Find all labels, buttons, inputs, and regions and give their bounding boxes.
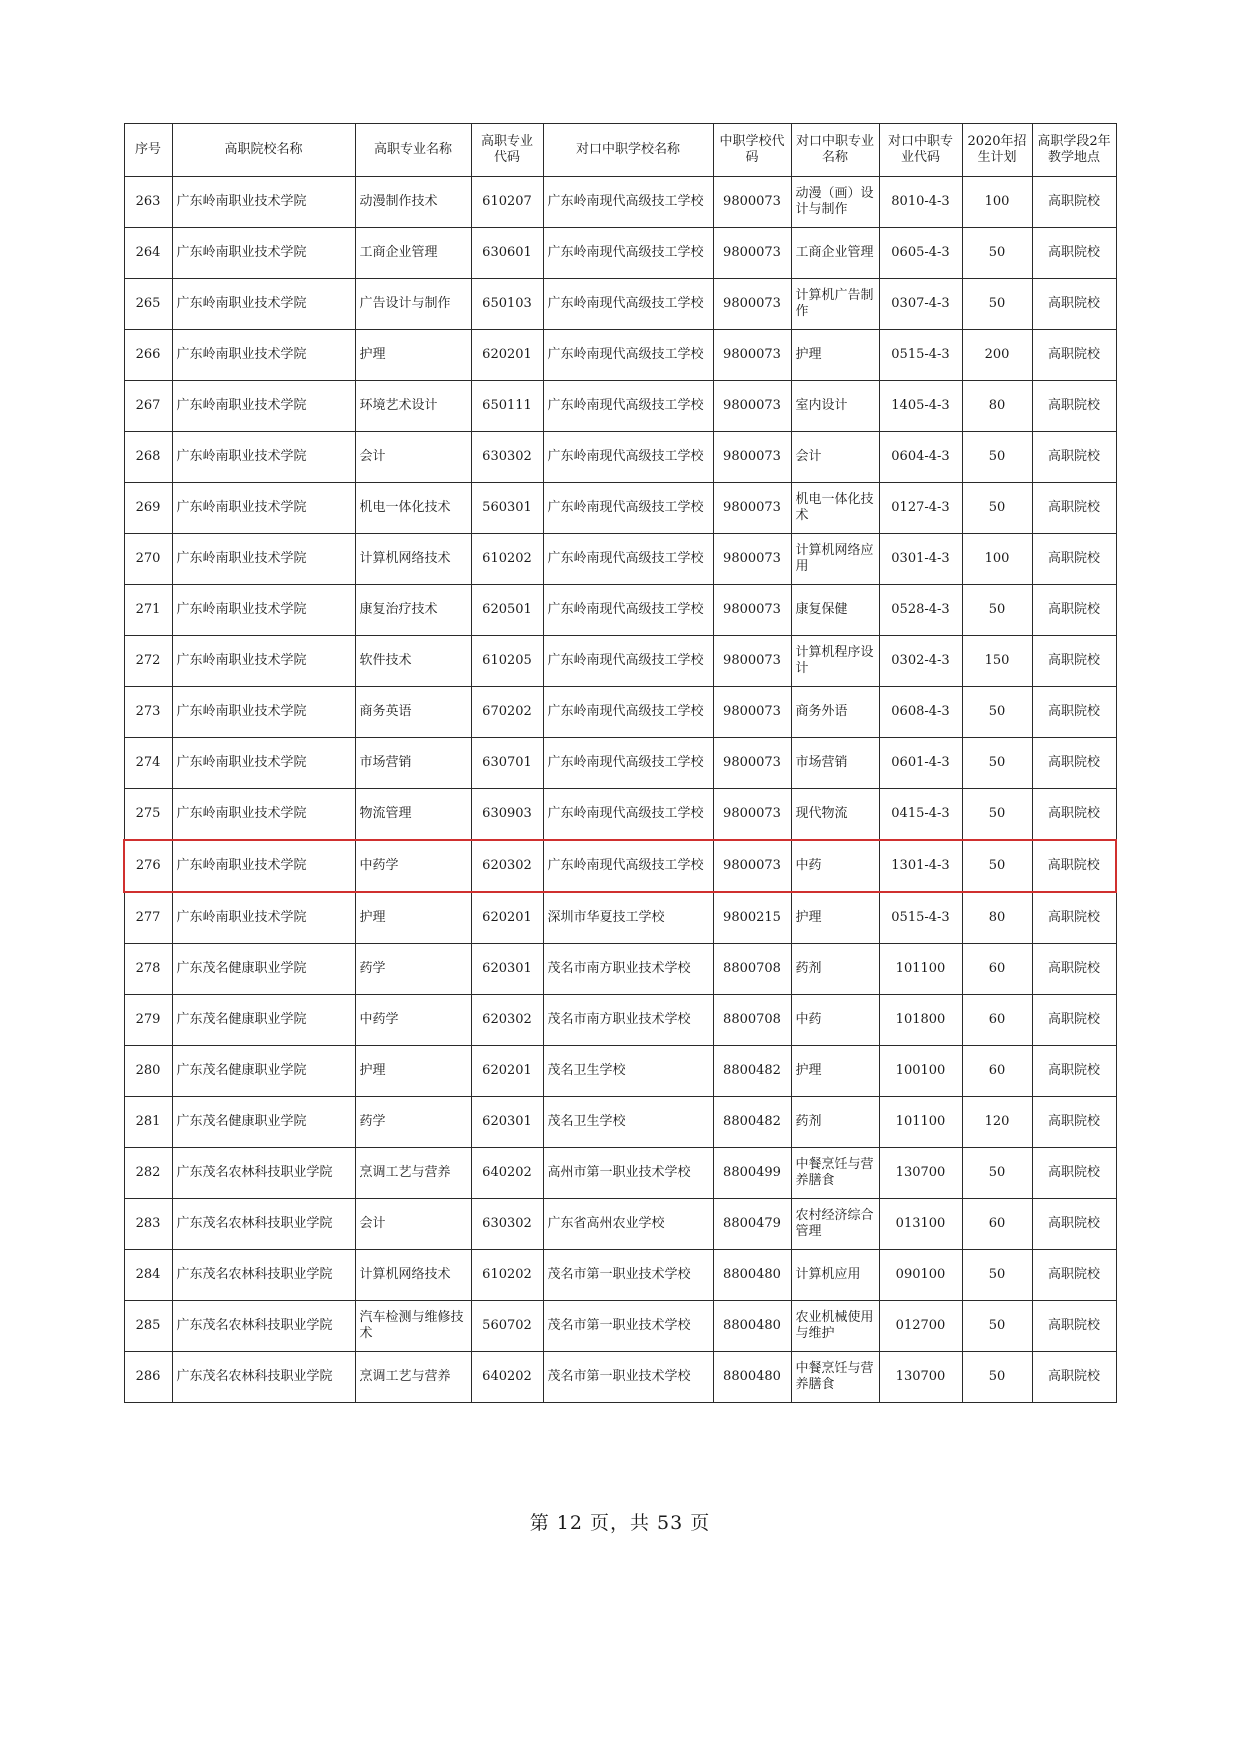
cell-secondary-school-code: 9800073 (713, 381, 791, 432)
cell-secondary-major-code: 101100 (879, 1097, 962, 1148)
cell-teaching-site: 高职院校 (1032, 483, 1116, 534)
cell-seq: 264 (124, 228, 172, 279)
page-number: 第 12 页，共 53 页 (529, 1512, 711, 1534)
cell-enrollment-plan: 100 (962, 534, 1032, 585)
table-row (124, 636, 1116, 687)
table-row (124, 177, 1116, 228)
cell-secondary-major-name: 计算机广告制作 (791, 279, 879, 330)
table-row (124, 228, 1116, 279)
cell-teaching-site: 高职院校 (1032, 738, 1116, 789)
cell-enrollment-plan: 50 (962, 687, 1032, 738)
cell-secondary-school-name: 茂名市南方职业技术学校 (543, 944, 713, 995)
cell-major-code: 630701 (471, 738, 543, 789)
cell-enrollment-plan: 50 (962, 1148, 1032, 1199)
cell-major-name: 药学 (355, 944, 471, 995)
cell-major-code: 640202 (471, 1352, 543, 1403)
cell-college-name: 广东岭南职业技术学院 (172, 585, 355, 636)
cell-seq: 274 (124, 738, 172, 789)
cell-secondary-school-name: 广东岭南现代高级技工学校 (543, 432, 713, 483)
cell-college-name: 广东茂名农林科技职业学院 (172, 1199, 355, 1250)
cell-secondary-major-name: 康复保健 (791, 585, 879, 636)
cell-teaching-site: 高职院校 (1032, 840, 1116, 892)
cell-major-name: 会计 (355, 1199, 471, 1250)
cell-secondary-school-code: 8800482 (713, 1097, 791, 1148)
cell-college-name: 广东岭南职业技术学院 (172, 381, 355, 432)
cell-major-code: 630302 (471, 432, 543, 483)
cell-teaching-site: 高职院校 (1032, 995, 1116, 1046)
cell-secondary-school-code: 9800073 (713, 687, 791, 738)
cell-enrollment-plan: 50 (962, 585, 1032, 636)
cell-major-code: 620201 (471, 330, 543, 381)
table-row (124, 483, 1116, 534)
cell-college-name: 广东茂名农林科技职业学院 (172, 1148, 355, 1199)
cell-college-name: 广东岭南职业技术学院 (172, 330, 355, 381)
cell-secondary-major-code: 0301-4-3 (879, 534, 962, 585)
table-row (124, 892, 1116, 944)
cell-secondary-major-code: 012700 (879, 1301, 962, 1352)
cell-teaching-site: 高职院校 (1032, 1199, 1116, 1250)
cell-secondary-major-name: 工商企业管理 (791, 228, 879, 279)
table-header (124, 124, 1116, 177)
cell-college-name: 广东茂名健康职业学院 (172, 944, 355, 995)
cell-college-name: 广东岭南职业技术学院 (172, 738, 355, 789)
cell-secondary-major-name: 商务外语 (791, 687, 879, 738)
cell-secondary-school-code: 9800073 (713, 483, 791, 534)
cell-college-name: 广东茂名农林科技职业学院 (172, 1250, 355, 1301)
cell-major-code: 620302 (471, 840, 543, 892)
cell-teaching-site: 高职院校 (1032, 228, 1116, 279)
cell-teaching-site: 高职院校 (1032, 330, 1116, 381)
cell-enrollment-plan: 50 (962, 483, 1032, 534)
cell-enrollment-plan: 100 (962, 177, 1032, 228)
cell-major-name: 药学 (355, 1097, 471, 1148)
cell-seq: 267 (124, 381, 172, 432)
cell-seq: 268 (124, 432, 172, 483)
cell-secondary-major-name: 中药 (791, 840, 879, 892)
cell-enrollment-plan: 80 (962, 381, 1032, 432)
cell-college-name: 广东茂名健康职业学院 (172, 1097, 355, 1148)
cell-teaching-site: 高职院校 (1032, 636, 1116, 687)
cell-major-name: 工商企业管理 (355, 228, 471, 279)
table-row (124, 279, 1116, 330)
cell-secondary-school-code: 8800479 (713, 1199, 791, 1250)
cell-major-name: 动漫制作技术 (355, 177, 471, 228)
table-body (124, 177, 1116, 1403)
cell-seq: 280 (124, 1046, 172, 1097)
cell-secondary-school-name: 茂名市第一职业技术学校 (543, 1352, 713, 1403)
cell-secondary-school-code: 8800708 (713, 944, 791, 995)
table-row (124, 1199, 1116, 1250)
table-row (124, 585, 1116, 636)
cell-secondary-school-name: 茂名市第一职业技术学校 (543, 1301, 713, 1352)
header-major-name: 高职专业名称 (355, 124, 471, 177)
cell-major-name: 软件技术 (355, 636, 471, 687)
cell-teaching-site: 高职院校 (1032, 1046, 1116, 1097)
cell-seq: 266 (124, 330, 172, 381)
table-row (124, 738, 1116, 789)
cell-secondary-major-name: 中餐烹饪与营养膳食 (791, 1148, 879, 1199)
cell-secondary-school-name: 茂名市南方职业技术学校 (543, 995, 713, 1046)
cell-secondary-school-code: 9800073 (713, 585, 791, 636)
cell-secondary-school-code: 9800073 (713, 738, 791, 789)
cell-secondary-school-name: 广东岭南现代高级技工学校 (543, 228, 713, 279)
table-row (124, 1097, 1116, 1148)
cell-major-code: 620201 (471, 892, 543, 944)
cell-major-name: 会计 (355, 432, 471, 483)
cell-secondary-school-code: 8800480 (713, 1250, 791, 1301)
cell-enrollment-plan: 60 (962, 1046, 1032, 1097)
cell-major-code: 620501 (471, 585, 543, 636)
table-row (124, 330, 1116, 381)
cell-seq: 277 (124, 892, 172, 944)
cell-secondary-school-code: 8800482 (713, 1046, 791, 1097)
cell-enrollment-plan: 120 (962, 1097, 1032, 1148)
cell-college-name: 广东岭南职业技术学院 (172, 892, 355, 944)
table-row (124, 534, 1116, 585)
cell-seq: 285 (124, 1301, 172, 1352)
cell-secondary-school-code: 9800073 (713, 177, 791, 228)
cell-secondary-school-code: 9800073 (713, 279, 791, 330)
cell-seq: 284 (124, 1250, 172, 1301)
cell-secondary-major-name: 中药 (791, 995, 879, 1046)
cell-seq: 270 (124, 534, 172, 585)
header-teaching-site: 高职学段2年教学地点 (1032, 124, 1116, 177)
cell-secondary-major-code: 0127-4-3 (879, 483, 962, 534)
cell-enrollment-plan: 150 (962, 636, 1032, 687)
cell-major-code: 610205 (471, 636, 543, 687)
cell-seq: 271 (124, 585, 172, 636)
cell-secondary-school-name: 广东岭南现代高级技工学校 (543, 687, 713, 738)
cell-secondary-major-code: 0515-4-3 (879, 892, 962, 944)
cell-secondary-major-name: 农村经济综合管理 (791, 1199, 879, 1250)
cell-major-name: 烹调工艺与营养 (355, 1352, 471, 1403)
cell-college-name: 广东岭南职业技术学院 (172, 789, 355, 841)
cell-major-name: 物流管理 (355, 789, 471, 841)
cell-college-name: 广东岭南职业技术学院 (172, 840, 355, 892)
cell-secondary-major-name: 药剂 (791, 1097, 879, 1148)
cell-secondary-school-name: 广东岭南现代高级技工学校 (543, 279, 713, 330)
cell-major-name: 汽车检测与维修技术 (355, 1301, 471, 1352)
cell-teaching-site: 高职院校 (1032, 279, 1116, 330)
header-enrollment-plan: 2020年招生计划 (962, 124, 1032, 177)
cell-secondary-school-name: 广东岭南现代高级技工学校 (543, 534, 713, 585)
cell-major-name: 广告设计与制作 (355, 279, 471, 330)
cell-seq: 286 (124, 1352, 172, 1403)
cell-secondary-major-code: 0528-4-3 (879, 585, 962, 636)
cell-major-code: 650111 (471, 381, 543, 432)
cell-secondary-major-code: 101800 (879, 995, 962, 1046)
cell-secondary-major-name: 护理 (791, 892, 879, 944)
cell-teaching-site: 高职院校 (1032, 1352, 1116, 1403)
cell-secondary-major-code: 1405-4-3 (879, 381, 962, 432)
cell-secondary-major-code: 0605-4-3 (879, 228, 962, 279)
table-row (124, 1148, 1116, 1199)
cell-teaching-site: 高职院校 (1032, 585, 1116, 636)
cell-enrollment-plan: 50 (962, 840, 1032, 892)
cell-secondary-major-name: 计算机程序设计 (791, 636, 879, 687)
cell-seq: 269 (124, 483, 172, 534)
cell-major-code: 670202 (471, 687, 543, 738)
cell-secondary-school-code: 9800073 (713, 840, 791, 892)
cell-secondary-major-code: 0604-4-3 (879, 432, 962, 483)
cell-enrollment-plan: 60 (962, 944, 1032, 995)
table-row (124, 432, 1116, 483)
cell-college-name: 广东茂名健康职业学院 (172, 995, 355, 1046)
cell-secondary-school-code: 9800073 (713, 432, 791, 483)
cell-major-name: 计算机网络技术 (355, 534, 471, 585)
cell-major-code: 620302 (471, 995, 543, 1046)
cell-secondary-school-code: 9800073 (713, 534, 791, 585)
cell-enrollment-plan: 200 (962, 330, 1032, 381)
cell-secondary-major-name: 护理 (791, 1046, 879, 1097)
header-row (124, 124, 1116, 177)
cell-enrollment-plan: 50 (962, 1352, 1032, 1403)
table-row (124, 995, 1116, 1046)
cell-major-name: 烹调工艺与营养 (355, 1148, 471, 1199)
cell-teaching-site: 高职院校 (1032, 1097, 1116, 1148)
cell-teaching-site: 高职院校 (1032, 789, 1116, 841)
cell-major-name: 中药学 (355, 995, 471, 1046)
cell-college-name: 广东岭南职业技术学院 (172, 432, 355, 483)
cell-major-name: 机电一体化技术 (355, 483, 471, 534)
cell-college-name: 广东岭南职业技术学院 (172, 177, 355, 228)
cell-secondary-major-name: 计算机网络应用 (791, 534, 879, 585)
cell-major-code: 620301 (471, 944, 543, 995)
table-row (124, 1301, 1116, 1352)
cell-seq: 263 (124, 177, 172, 228)
header-secondary-major-code: 对口中职专业代码 (879, 124, 962, 177)
cell-secondary-school-name: 广东岭南现代高级技工学校 (543, 840, 713, 892)
cell-secondary-major-code: 0415-4-3 (879, 789, 962, 841)
cell-enrollment-plan: 60 (962, 1199, 1032, 1250)
table-row (124, 687, 1116, 738)
cell-seq: 278 (124, 944, 172, 995)
cell-secondary-major-name: 会计 (791, 432, 879, 483)
cell-major-code: 630903 (471, 789, 543, 841)
cell-college-name: 广东岭南职业技术学院 (172, 534, 355, 585)
cell-major-name: 护理 (355, 1046, 471, 1097)
cell-secondary-major-code: 0302-4-3 (879, 636, 962, 687)
header-seq: 序号 (124, 124, 172, 177)
cell-enrollment-plan: 50 (962, 789, 1032, 841)
cell-secondary-major-code: 0608-4-3 (879, 687, 962, 738)
table-row (124, 1046, 1116, 1097)
cell-college-name: 广东茂名农林科技职业学院 (172, 1301, 355, 1352)
cell-secondary-major-code: 130700 (879, 1352, 962, 1403)
cell-secondary-major-name: 护理 (791, 330, 879, 381)
cell-secondary-school-name: 茂名市第一职业技术学校 (543, 1250, 713, 1301)
cell-enrollment-plan: 50 (962, 1250, 1032, 1301)
cell-enrollment-plan: 50 (962, 1301, 1032, 1352)
cell-college-name: 广东岭南职业技术学院 (172, 228, 355, 279)
cell-secondary-school-code: 8800480 (713, 1352, 791, 1403)
cell-enrollment-plan: 50 (962, 738, 1032, 789)
cell-secondary-major-code: 100100 (879, 1046, 962, 1097)
cell-secondary-school-name: 广东岭南现代高级技工学校 (543, 636, 713, 687)
cell-seq: 273 (124, 687, 172, 738)
cell-secondary-major-code: 013100 (879, 1199, 962, 1250)
cell-teaching-site: 高职院校 (1032, 892, 1116, 944)
cell-secondary-major-code: 0515-4-3 (879, 330, 962, 381)
cell-seq: 272 (124, 636, 172, 687)
cell-secondary-school-name: 广东岭南现代高级技工学校 (543, 738, 713, 789)
cell-major-code: 630302 (471, 1199, 543, 1250)
table-row (124, 381, 1116, 432)
cell-secondary-school-name: 广东岭南现代高级技工学校 (543, 483, 713, 534)
cell-major-name: 环境艺术设计 (355, 381, 471, 432)
cell-major-name: 商务英语 (355, 687, 471, 738)
cell-seq: 279 (124, 995, 172, 1046)
cell-secondary-major-name: 机电一体化技术 (791, 483, 879, 534)
cell-major-code: 620301 (471, 1097, 543, 1148)
cell-college-name: 广东茂名健康职业学院 (172, 1046, 355, 1097)
enrollment-plan-table (123, 123, 1117, 1403)
cell-secondary-school-code: 9800073 (713, 636, 791, 687)
cell-secondary-major-name: 计算机应用 (791, 1250, 879, 1301)
cell-college-name: 广东岭南职业技术学院 (172, 687, 355, 738)
cell-major-name: 市场营销 (355, 738, 471, 789)
header-major-code: 高职专业代码 (471, 124, 543, 177)
cell-teaching-site: 高职院校 (1032, 1301, 1116, 1352)
cell-secondary-school-name: 广东岭南现代高级技工学校 (543, 789, 713, 841)
cell-secondary-school-code: 8800480 (713, 1301, 791, 1352)
cell-major-code: 650103 (471, 279, 543, 330)
cell-major-code: 620201 (471, 1046, 543, 1097)
cell-secondary-major-name: 室内设计 (791, 381, 879, 432)
header-secondary-school-name: 对口中职学校名称 (543, 124, 713, 177)
cell-teaching-site: 高职院校 (1032, 1250, 1116, 1301)
cell-major-code: 610202 (471, 1250, 543, 1301)
cell-major-name: 康复治疗技术 (355, 585, 471, 636)
cell-major-code: 560301 (471, 483, 543, 534)
table-row (124, 789, 1116, 841)
cell-enrollment-plan: 80 (962, 892, 1032, 944)
cell-seq: 281 (124, 1097, 172, 1148)
cell-teaching-site: 高职院校 (1032, 432, 1116, 483)
cell-secondary-major-name: 市场营销 (791, 738, 879, 789)
cell-teaching-site: 高职院校 (1032, 534, 1116, 585)
cell-seq: 275 (124, 789, 172, 841)
cell-enrollment-plan: 50 (962, 228, 1032, 279)
cell-college-name: 广东岭南职业技术学院 (172, 636, 355, 687)
cell-major-name: 护理 (355, 330, 471, 381)
cell-college-name: 广东岭南职业技术学院 (172, 279, 355, 330)
cell-secondary-school-code: 9800073 (713, 228, 791, 279)
cell-secondary-major-code: 101100 (879, 944, 962, 995)
cell-teaching-site: 高职院校 (1032, 687, 1116, 738)
cell-teaching-site: 高职院校 (1032, 944, 1116, 995)
cell-seq: 265 (124, 279, 172, 330)
table-row (124, 1352, 1116, 1403)
cell-secondary-school-name: 广东岭南现代高级技工学校 (543, 330, 713, 381)
cell-major-code: 610202 (471, 534, 543, 585)
cell-major-code: 630601 (471, 228, 543, 279)
cell-seq: 283 (124, 1199, 172, 1250)
cell-secondary-school-name: 广东岭南现代高级技工学校 (543, 585, 713, 636)
cell-teaching-site: 高职院校 (1032, 381, 1116, 432)
cell-secondary-major-code: 1301-4-3 (879, 840, 962, 892)
cell-secondary-major-name: 动漫（画）设计与制作 (791, 177, 879, 228)
cell-college-name: 广东岭南职业技术学院 (172, 483, 355, 534)
cell-enrollment-plan: 50 (962, 432, 1032, 483)
cell-secondary-school-code: 8800708 (713, 995, 791, 1046)
cell-major-code: 610207 (471, 177, 543, 228)
cell-secondary-major-code: 130700 (879, 1148, 962, 1199)
cell-seq: 282 (124, 1148, 172, 1199)
cell-secondary-major-name: 药剂 (791, 944, 879, 995)
cell-secondary-major-name: 农业机械使用与维护 (791, 1301, 879, 1352)
cell-major-name: 计算机网络技术 (355, 1250, 471, 1301)
cell-enrollment-plan: 50 (962, 279, 1032, 330)
cell-major-code: 560702 (471, 1301, 543, 1352)
cell-secondary-school-name: 高州市第一职业技术学校 (543, 1148, 713, 1199)
cell-teaching-site: 高职院校 (1032, 1148, 1116, 1199)
cell-secondary-school-name: 广东岭南现代高级技工学校 (543, 177, 713, 228)
cell-major-name: 中药学 (355, 840, 471, 892)
cell-enrollment-plan: 60 (962, 995, 1032, 1046)
cell-secondary-school-code: 8800499 (713, 1148, 791, 1199)
table-row (124, 944, 1116, 995)
cell-secondary-school-name: 茂名卫生学校 (543, 1046, 713, 1097)
enrollment-plan-table-container (123, 123, 1115, 1403)
cell-secondary-school-name: 广东省高州农业学校 (543, 1199, 713, 1250)
cell-secondary-major-code: 8010-4-3 (879, 177, 962, 228)
cell-major-name: 护理 (355, 892, 471, 944)
table-row (124, 1250, 1116, 1301)
cell-secondary-major-code: 0307-4-3 (879, 279, 962, 330)
header-secondary-major-name: 对口中职专业名称 (791, 124, 879, 177)
cell-secondary-school-name: 茂名卫生学校 (543, 1097, 713, 1148)
cell-secondary-school-code: 9800073 (713, 789, 791, 841)
cell-teaching-site: 高职院校 (1032, 177, 1116, 228)
table-row (124, 840, 1116, 892)
cell-secondary-major-name: 现代物流 (791, 789, 879, 841)
cell-secondary-major-code: 0601-4-3 (879, 738, 962, 789)
cell-seq: 276 (124, 840, 172, 892)
cell-secondary-school-code: 9800215 (713, 892, 791, 944)
cell-secondary-school-name: 广东岭南现代高级技工学校 (543, 381, 713, 432)
cell-secondary-major-name: 中餐烹饪与营养膳食 (791, 1352, 879, 1403)
cell-secondary-school-name: 深圳市华夏技工学校 (543, 892, 713, 944)
header-secondary-school-code: 中职学校代码 (713, 124, 791, 177)
header-college-name: 高职院校名称 (172, 124, 355, 177)
cell-college-name: 广东茂名农林科技职业学院 (172, 1352, 355, 1403)
cell-secondary-school-code: 9800073 (713, 330, 791, 381)
cell-major-code: 640202 (471, 1148, 543, 1199)
cell-secondary-major-code: 090100 (879, 1250, 962, 1301)
